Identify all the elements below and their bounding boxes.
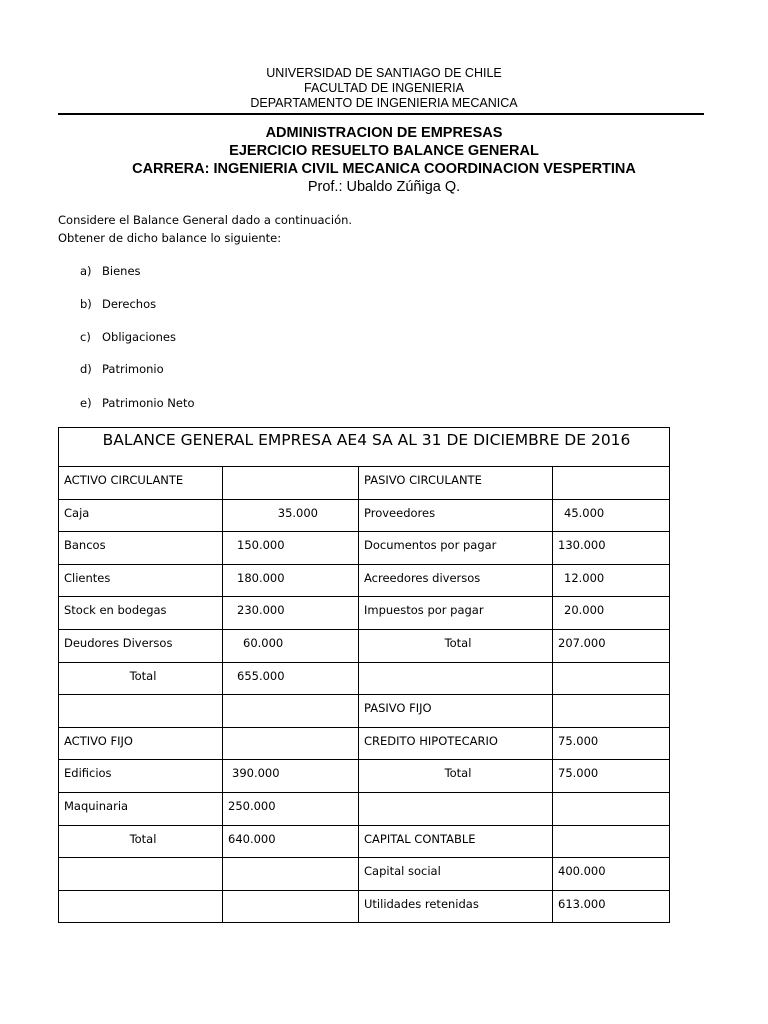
university-name: UNIVERSIDAD DE SANTIAGO DE CHILE xyxy=(266,66,502,80)
asset-value xyxy=(223,890,359,923)
question-text: Derechos xyxy=(102,297,157,311)
question-text: Patrimonio Neto xyxy=(102,396,195,410)
question-text: Patrimonio xyxy=(102,362,164,376)
question-label: c) xyxy=(80,330,91,344)
asset-label xyxy=(59,858,223,891)
table-row xyxy=(59,760,670,793)
liability-total-label: Total xyxy=(359,760,553,793)
liability-label xyxy=(359,792,553,825)
asset-label xyxy=(59,695,223,728)
asset-value: 150.000 xyxy=(223,532,359,565)
liability-total-label: Total xyxy=(359,629,553,662)
question-label: e) xyxy=(80,396,92,410)
question-label: b) xyxy=(80,297,92,311)
liability-value xyxy=(553,662,670,695)
professor-name: Prof.: Ubaldo Zúñiga Q. xyxy=(307,179,461,195)
table-row xyxy=(59,467,670,500)
liability-value: 613.000 xyxy=(553,890,670,923)
asset-label: Bancos xyxy=(59,532,223,565)
question-item xyxy=(80,396,195,410)
asset-value: 640.000 xyxy=(223,825,359,858)
asset-label: Clientes xyxy=(59,564,223,597)
asset-label: ACTIVO FIJO xyxy=(59,727,223,760)
table-row xyxy=(59,825,670,858)
table-row xyxy=(59,858,670,891)
liability-label xyxy=(359,662,553,695)
liability-value: 75.000 xyxy=(553,727,670,760)
liability-label: PASIVO CIRCULANTE xyxy=(359,467,553,500)
intro-line-2: Obtener de dicho balance lo siguiente: xyxy=(58,231,282,245)
asset-label: Deudores Diversos xyxy=(59,629,223,662)
liability-value: 400.000 xyxy=(553,858,670,891)
asset-value xyxy=(223,858,359,891)
question-item xyxy=(80,330,176,344)
table-row xyxy=(59,890,670,923)
table-row xyxy=(59,695,670,728)
asset-value: 390.000 xyxy=(223,760,359,793)
course-title: ADMINISTRACION DE EMPRESAS xyxy=(265,125,503,141)
balance-sheet-table xyxy=(58,427,670,923)
liability-value xyxy=(553,467,670,500)
table-row xyxy=(59,532,670,565)
liability-value: 45.000 xyxy=(553,499,670,532)
liability-value: 130.000 xyxy=(553,532,670,565)
liability-label: Documentos por pagar xyxy=(359,532,553,565)
asset-value: 35.000 xyxy=(223,499,359,532)
asset-value: 655.000 xyxy=(223,662,359,695)
table-row xyxy=(59,597,670,630)
liability-value xyxy=(553,695,670,728)
table-row xyxy=(59,499,670,532)
exercise-title: EJERCICIO RESUELTO BALANCE GENERAL xyxy=(229,143,539,159)
department-name: DEPARTAMENTO DE INGENIERIA MECANICA xyxy=(250,96,518,110)
balance-sheet-title: BALANCE GENERAL EMPRESA AE4 SA AL 31 DE DICIEMBRE DE 2016 xyxy=(59,428,670,467)
asset-value xyxy=(223,727,359,760)
asset-label: Maquinaria xyxy=(59,792,223,825)
liability-value xyxy=(553,825,670,858)
liability-label: CREDITO HIPOTECARIO xyxy=(359,727,553,760)
asset-total-label: Total xyxy=(59,662,223,695)
asset-value: 60.000 xyxy=(223,629,359,662)
liability-label: Utilidades retenidas xyxy=(359,890,553,923)
table-row xyxy=(59,629,670,662)
liability-label: Impuestos por pagar xyxy=(359,597,553,630)
liability-value: 20.000 xyxy=(553,597,670,630)
table-row xyxy=(59,727,670,760)
career-title: CARRERA: INGENIERIA CIVIL MECANICA COORDINACION VESPERTINA xyxy=(132,161,636,177)
asset-value: 180.000 xyxy=(223,564,359,597)
asset-value xyxy=(223,695,359,728)
table-row xyxy=(59,792,670,825)
faculty-name: FACULTAD DE INGENIERIA xyxy=(304,81,464,95)
question-item xyxy=(80,297,156,311)
asset-value xyxy=(223,467,359,500)
question-text: Obligaciones xyxy=(102,330,176,344)
liability-label: Capital social xyxy=(359,858,553,891)
intro-line-1: Considere el Balance General dado a continuación. xyxy=(58,213,353,227)
table-row xyxy=(59,564,670,597)
question-text: Bienes xyxy=(102,264,141,278)
liability-value: 207.000 xyxy=(553,629,670,662)
liability-value: 12.000 xyxy=(553,564,670,597)
asset-value: 250.000 xyxy=(223,792,359,825)
asset-label: Caja xyxy=(59,499,223,532)
asset-label: Edificios xyxy=(59,760,223,793)
liability-label: PASIVO FIJO xyxy=(359,695,553,728)
asset-total-label: Total xyxy=(59,825,223,858)
asset-value: 230.000 xyxy=(223,597,359,630)
liability-label: CAPITAL CONTABLE xyxy=(359,825,553,858)
header-divider xyxy=(58,113,704,115)
question-item xyxy=(80,362,164,376)
liability-value xyxy=(553,792,670,825)
liability-label: Acreedores diversos xyxy=(359,564,553,597)
asset-label: ACTIVO CIRCULANTE xyxy=(59,467,223,500)
asset-label: Stock en bodegas xyxy=(59,597,223,630)
table-row xyxy=(59,662,670,695)
liability-label: Proveedores xyxy=(359,499,553,532)
question-item xyxy=(80,264,141,278)
question-label: d) xyxy=(80,362,92,376)
liability-value: 75.000 xyxy=(553,760,670,793)
asset-label xyxy=(59,890,223,923)
question-label: a) xyxy=(80,264,92,278)
